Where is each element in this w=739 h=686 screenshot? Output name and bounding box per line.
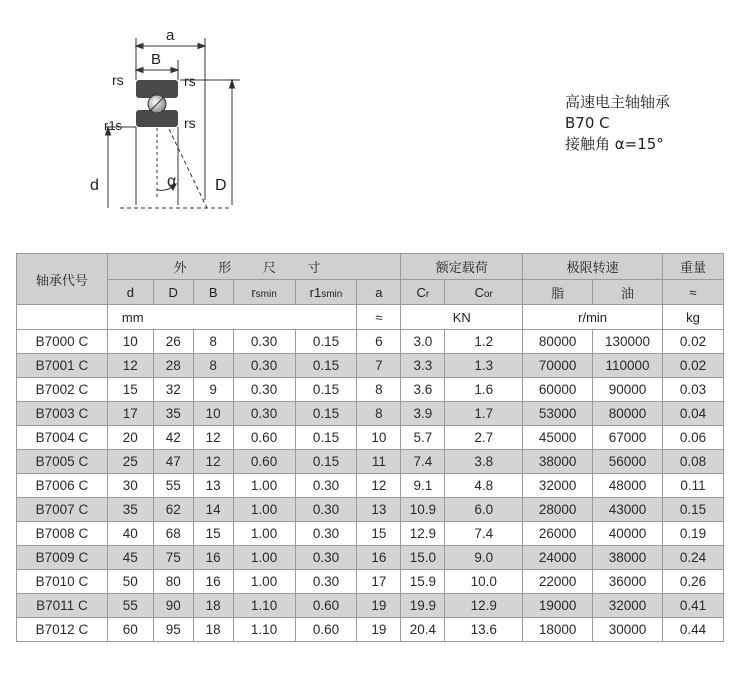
cell-grease: 80000 (523, 330, 593, 354)
cell-oil: 130000 (593, 330, 663, 354)
info-title: 高速电主轴轴承 (565, 93, 671, 111)
label-alpha: α (167, 173, 177, 190)
cell-rs: 1.10 (233, 594, 295, 618)
cell-grease: 24000 (523, 546, 593, 570)
cell-rs: 0.30 (233, 378, 295, 402)
cell-r1s: 0.30 (295, 474, 357, 498)
cell-a: 16 (357, 546, 401, 570)
cell-cr: 5.7 (401, 426, 445, 450)
cell-d: 60 (107, 618, 153, 642)
info-contact-angle: 接触角 α=15° (565, 135, 664, 153)
cell-code: B7007 C (17, 498, 108, 522)
cell-cor: 2.7 (445, 426, 523, 450)
cell-kg: 0.11 (663, 474, 724, 498)
header-d: d (107, 280, 153, 305)
cell-d: 10 (107, 330, 153, 354)
cell-oil: 38000 (593, 546, 663, 570)
cell-a: 8 (357, 402, 401, 426)
cell-d: 95 (153, 618, 193, 642)
table-row (17, 474, 724, 498)
cell-code: B7000 C (17, 330, 108, 354)
cell-d: 30 (107, 474, 153, 498)
cell-code: B7010 C (17, 570, 108, 594)
table-row (17, 402, 724, 426)
cell-code: B7009 C (17, 546, 108, 570)
cell-kg: 0.03 (663, 378, 724, 402)
cell-r1s: 0.60 (295, 618, 357, 642)
cell-cor: 9.0 (445, 546, 523, 570)
cell-b: 16 (193, 570, 233, 594)
table-row (17, 546, 724, 570)
header-dimensions: 外 形 尺 寸 (107, 254, 401, 280)
cell-code: B7004 C (17, 426, 108, 450)
cell-rs: 0.30 (233, 354, 295, 378)
cell-cr: 3.0 (401, 330, 445, 354)
cell-r1s: 0.30 (295, 546, 357, 570)
cell-cr: 19.9 (401, 594, 445, 618)
table-row (17, 618, 724, 642)
cell-d: 17 (107, 402, 153, 426)
cell-r1s: 0.30 (295, 498, 357, 522)
header-approx: ≈ (663, 280, 724, 305)
cell-d: 28 (153, 354, 193, 378)
header-speed: 极限转速 (523, 254, 663, 280)
label-d: d (90, 177, 99, 194)
header-grease: 脂 (523, 280, 593, 305)
cell-cor: 1.6 (445, 378, 523, 402)
cell-cor: 3.8 (445, 450, 523, 474)
label-rs-right-bottom: rs (184, 115, 196, 131)
cell-grease: 28000 (523, 498, 593, 522)
cell-kg: 0.19 (663, 522, 724, 546)
cell-d: 75 (153, 546, 193, 570)
cell-kg: 0.41 (663, 594, 724, 618)
table-row (17, 594, 724, 618)
cell-oil: 30000 (593, 618, 663, 642)
cell-code: B7012 C (17, 618, 108, 642)
cell-r1s: 0.15 (295, 378, 357, 402)
cell-r1s: 0.30 (295, 522, 357, 546)
cell-kg: 0.02 (663, 354, 724, 378)
header-load: 额定载荷 (401, 254, 523, 280)
cell-d: 90 (153, 594, 193, 618)
cell-kg: 0.24 (663, 546, 724, 570)
cell-code: B7002 C (17, 378, 108, 402)
cell-d: 35 (153, 402, 193, 426)
cell-b: 18 (193, 618, 233, 642)
cell-rs: 1.00 (233, 522, 295, 546)
cell-b: 16 (193, 546, 233, 570)
info-series: B70 C (565, 114, 610, 132)
cell-b: 10 (193, 402, 233, 426)
svg-text:r1s (104, 118, 123, 133)
cell-r1s: 0.15 (295, 330, 357, 354)
cell-grease: 32000 (523, 474, 593, 498)
label-a: a (166, 27, 175, 44)
cell-cr: 20.4 (401, 618, 445, 642)
cell-a: 12 (357, 474, 401, 498)
cell-cr: 3.3 (401, 354, 445, 378)
cell-d: 26 (153, 330, 193, 354)
header-unit-mm: mm (107, 305, 357, 330)
cell-code: B7001 C (17, 354, 108, 378)
cell-oil: 80000 (593, 402, 663, 426)
header-weight: 重量 (663, 254, 724, 280)
cell-d: 55 (107, 594, 153, 618)
cell-b: 12 (193, 426, 233, 450)
cell-oil: 36000 (593, 570, 663, 594)
cell-oil: 48000 (593, 474, 663, 498)
cell-b: 15 (193, 522, 233, 546)
svg-text:rs (112, 72, 124, 88)
cell-cor: 12.9 (445, 594, 523, 618)
cell-d: 20 (107, 426, 153, 450)
cell-grease: 26000 (523, 522, 593, 546)
cell-d: 40 (107, 522, 153, 546)
cell-cr: 3.6 (401, 378, 445, 402)
cell-code: B7005 C (17, 450, 108, 474)
cell-b: 12 (193, 450, 233, 474)
cell-code: B7006 C (17, 474, 108, 498)
cell-b: 14 (193, 498, 233, 522)
cell-d: 68 (153, 522, 193, 546)
cell-d: 42 (153, 426, 193, 450)
cell-cr: 12.9 (401, 522, 445, 546)
table-row (17, 330, 724, 354)
cell-rs: 0.30 (233, 330, 295, 354)
cell-rs: 1.00 (233, 474, 295, 498)
header-D: D (153, 280, 193, 305)
header-unit-rmin: r/min (523, 305, 663, 330)
cell-cor: 1.3 (445, 354, 523, 378)
cell-d: 35 (107, 498, 153, 522)
cell-d: 55 (153, 474, 193, 498)
cell-rs: 0.60 (233, 426, 295, 450)
cell-rs: 0.30 (233, 402, 295, 426)
header-unit-kg: kg (663, 305, 724, 330)
cell-d: 80 (153, 570, 193, 594)
cell-a: 10 (357, 426, 401, 450)
cell-cr: 7.4 (401, 450, 445, 474)
cell-r1s: 0.15 (295, 402, 357, 426)
svg-text:rs (184, 115, 196, 131)
header-unit-approx: ≈ (357, 305, 401, 330)
cell-code: B7011 C (17, 594, 108, 618)
cell-cr: 10.9 (401, 498, 445, 522)
cell-d: 62 (153, 498, 193, 522)
cell-d: 12 (107, 354, 153, 378)
cell-d: 47 (153, 450, 193, 474)
cell-d: 15 (107, 378, 153, 402)
table-row (17, 570, 724, 594)
cell-grease: 38000 (523, 450, 593, 474)
cell-grease: 18000 (523, 618, 593, 642)
cell-b: 8 (193, 330, 233, 354)
bearing-cross-section-diagram (0, 0, 300, 230)
cell-cr: 15.9 (401, 570, 445, 594)
header-B: B (193, 280, 233, 305)
header-unit-kn: KN (401, 305, 523, 330)
header-a: a (357, 280, 401, 305)
table-row (17, 450, 724, 474)
cell-b: 9 (193, 378, 233, 402)
cell-d: 32 (153, 378, 193, 402)
cell-r1s: 0.15 (295, 426, 357, 450)
header-r1smin: r1smin (295, 280, 357, 305)
label-rs-left: rs (112, 72, 124, 88)
bearing-spec-table (16, 253, 724, 642)
cell-grease: 22000 (523, 570, 593, 594)
cell-grease: 19000 (523, 594, 593, 618)
cell-kg: 0.15 (663, 498, 724, 522)
cell-oil: 90000 (593, 378, 663, 402)
cell-r1s: 0.15 (295, 354, 357, 378)
header-designation: 轴承代号 (17, 254, 108, 305)
cell-b: 18 (193, 594, 233, 618)
cell-cr: 9.1 (401, 474, 445, 498)
table-row (17, 426, 724, 450)
cell-a: 17 (357, 570, 401, 594)
cell-kg: 0.26 (663, 570, 724, 594)
header-rsmin: rsmin (233, 280, 295, 305)
cell-r1s: 0.30 (295, 570, 357, 594)
cell-rs: 1.00 (233, 546, 295, 570)
cell-a: 8 (357, 378, 401, 402)
cell-grease: 45000 (523, 426, 593, 450)
cell-r1s: 0.15 (295, 450, 357, 474)
table-row (17, 522, 724, 546)
cell-b: 13 (193, 474, 233, 498)
cell-rs: 1.10 (233, 618, 295, 642)
cell-kg: 0.04 (663, 402, 724, 426)
cell-rs: 1.00 (233, 570, 295, 594)
label-D: D (215, 177, 227, 194)
cell-oil: 32000 (593, 594, 663, 618)
cell-cor: 7.4 (445, 522, 523, 546)
label-rs-right-top: rs (184, 73, 196, 89)
cell-a: 13 (357, 498, 401, 522)
header-cr: Cr (401, 280, 445, 305)
cell-oil: 56000 (593, 450, 663, 474)
bearing-info (565, 92, 670, 155)
cell-d: 50 (107, 570, 153, 594)
header-cor: Cor (445, 280, 523, 305)
label-B: B (151, 51, 162, 68)
cell-cor: 6.0 (445, 498, 523, 522)
cell-oil: 43000 (593, 498, 663, 522)
table-row (17, 354, 724, 378)
cell-a: 6 (357, 330, 401, 354)
cell-cor: 1.2 (445, 330, 523, 354)
cell-grease: 70000 (523, 354, 593, 378)
cell-oil: 67000 (593, 426, 663, 450)
cell-kg: 0.06 (663, 426, 724, 450)
svg-text:rs (184, 73, 196, 89)
cell-grease: 60000 (523, 378, 593, 402)
cell-cr: 3.9 (401, 402, 445, 426)
cell-cor: 10.0 (445, 570, 523, 594)
cell-rs: 0.60 (233, 450, 295, 474)
cell-kg: 0.44 (663, 618, 724, 642)
cell-kg: 0.08 (663, 450, 724, 474)
cell-a: 19 (357, 618, 401, 642)
cell-d: 45 (107, 546, 153, 570)
cell-a: 19 (357, 594, 401, 618)
table-row (17, 498, 724, 522)
cell-oil: 40000 (593, 522, 663, 546)
cell-cor: 13.6 (445, 618, 523, 642)
table-row (17, 378, 724, 402)
cell-oil: 110000 (593, 354, 663, 378)
cell-cor: 1.7 (445, 402, 523, 426)
cell-grease: 53000 (523, 402, 593, 426)
cell-a: 7 (357, 354, 401, 378)
header-unit-blank (17, 305, 108, 330)
cell-b: 8 (193, 354, 233, 378)
cell-cor: 4.8 (445, 474, 523, 498)
cell-r1s: 0.60 (295, 594, 357, 618)
label-r1s: r1s (104, 118, 123, 133)
cell-rs: 1.00 (233, 498, 295, 522)
cell-a: 11 (357, 450, 401, 474)
cell-code: B7008 C (17, 522, 108, 546)
header-oil: 油 (593, 280, 663, 305)
cell-cr: 15.0 (401, 546, 445, 570)
cell-a: 15 (357, 522, 401, 546)
cell-code: B7003 C (17, 402, 108, 426)
cell-kg: 0.02 (663, 330, 724, 354)
cell-d: 25 (107, 450, 153, 474)
